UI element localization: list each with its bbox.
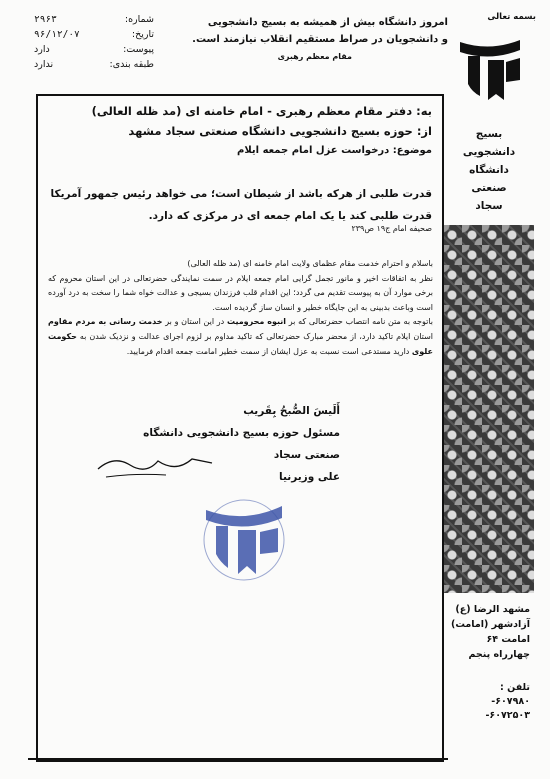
subject: موضوع: درخواست عزل امام جمعه ایلام	[237, 145, 432, 156]
recipient: به: دفتر مقام معظم رهبری - امام خامنه ای (مد ظله العالی)	[91, 104, 432, 118]
frame-bottom-rule	[28, 758, 448, 760]
letter-body	[48, 257, 433, 359]
basij-logo-icon	[454, 32, 526, 104]
handwritten-signature	[96, 447, 214, 481]
bismillah: بسمه تعالی	[487, 12, 536, 22]
meta-classification: طبقه بندی: ندارد	[34, 59, 154, 70]
meta-date: تاریخ: ۹۶/۱۲/۰۷	[34, 29, 154, 40]
paragraph: نظر به اتفاقات اخیر و مانور تجمل گرایی امام جمعه ایلام در سمت نمایندگی حضرتعالی در این استان محروم که برخی موارد آن به پیوست تقدیم می گردد؛ این اقدام قلب فرزندان بسیجی و عدالت خواه شما را سخت به درد آورده است وباعث بدبینی به این جایگاه خطیر و انسان ساز گردیده است.	[48, 273, 433, 312]
quote-reference: صحیفه امام ج۱۹ ص۲۳۹	[351, 224, 432, 233]
meta-attachment: پیوست: دارد	[34, 44, 154, 55]
phone-label: تلفن :	[500, 682, 530, 693]
header-motto	[168, 14, 448, 65]
phone-1: ۶۰۷۹۸۰-	[491, 696, 530, 707]
motto-line-2: و دانشجویان در صراط مستقیم انقلاب نیازمند است.	[192, 34, 448, 45]
closing-name: علی وزیرنیا	[279, 471, 340, 483]
closing-title: مسئول حوزه بسیج دانشجویی دانشگاه صنعتی سجاد	[143, 427, 340, 461]
meta-number: شماره: ۲۹۶۳	[34, 14, 154, 25]
closing-prayer: أَلَيسَ الصُّبحُ بِقَريب	[243, 405, 340, 417]
decorative-pattern	[442, 225, 534, 593]
motto-signature: مقام معظم رهبری	[277, 52, 352, 61]
sender: از: حوزه بسیج دانشجویی دانشگاه صنعتی سجاد مشهد	[128, 124, 432, 138]
paragraph: باتوجه به متن نامه انتصاب حضرتعالی که بر انبوه محرومیت در این استان و بر خدمت رسانی به مردم مقاوم استان ایلام تاکید دارد، از محضر مبارک حضرتعالی که تاکید مداوم بر لزوم اجرای عدالت و نزدیک شدن به حکومت علوی دارید مستدعی است نسبت به عزل ایشان از سمت خطیر امامت جمعه اقدام فرمایید.	[48, 317, 434, 356]
official-stamp-icon	[198, 490, 290, 582]
quote: قدرت طلبی از هرکه باشد از شیطان است؛ می خواهد رئیس جمهور آمریکا قدرت طلبی کند یا یک امام جمعه ای در مرکزی که دارد.	[50, 188, 432, 222]
greeting: باسلام و احترام خدمت مقام عظمای ولایت امام خامنه ای (مد ظله العالی)	[187, 259, 433, 268]
phone-2: ۶۰۷۲۵۰۳-	[485, 710, 530, 721]
address: مشهد الرضا (ع) آزادشهر (امامت) امامت ۶۴ چهارراه پنجم	[450, 604, 530, 660]
org-name: بسیج دانشجویی دانشگاه صنعتی سجاد	[462, 128, 516, 212]
motto-line-1: امروز دانشگاه بیش از همیشه به بسیج دانشجویی	[207, 17, 448, 28]
letter-meta	[34, 12, 154, 72]
phone-block	[440, 681, 530, 723]
